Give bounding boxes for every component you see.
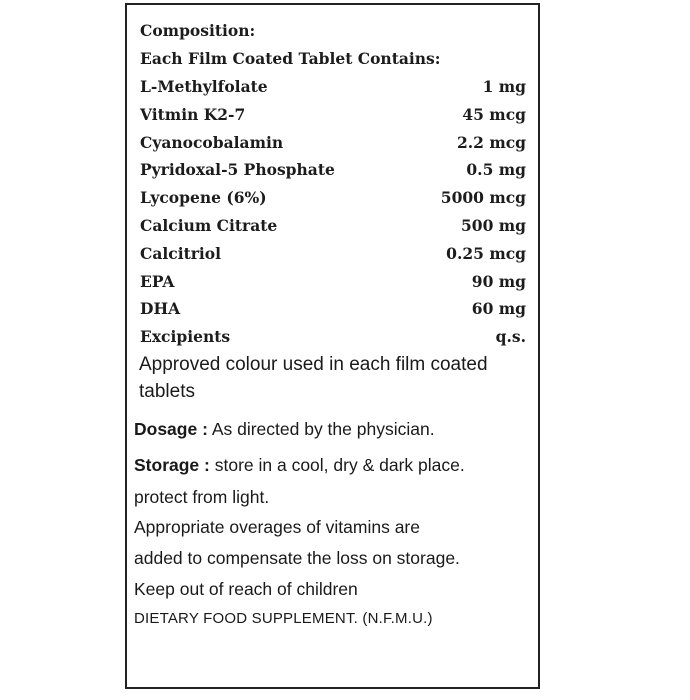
ingredient-name: Excipients: [140, 327, 231, 347]
label-panel: [125, 3, 540, 689]
dosage-text: As directed by the physician.: [211, 419, 435, 439]
ingredient-row: [140, 101, 526, 129]
ingredient-name: Calcitriol: [140, 243, 222, 263]
ingredient-name: Lycopene (6%): [140, 188, 267, 208]
storage-line: [134, 455, 465, 476]
ingredient-name: Cyanocobalamin: [140, 132, 284, 152]
overages-line-1: Appropriate overages of vitamins are: [134, 517, 420, 537]
ingredient-row: [140, 73, 526, 101]
ingredient-amount: 45 mcg: [462, 104, 526, 124]
ingredient-amount: 60 mg: [471, 299, 526, 319]
storage-continuation: protect from light.: [134, 487, 270, 507]
approved-colour-note: Approved colour used in each film coated tablets: [139, 354, 488, 402]
ingredient-row: [140, 156, 526, 184]
dosage-line: [134, 419, 435, 440]
ingredient-row: [140, 129, 526, 157]
ingredient-amount: 0.25 mcg: [446, 243, 526, 263]
ingredient-row: [140, 212, 526, 240]
composition-subtitle: Each Film Coated Tablet Contains:: [140, 49, 441, 68]
ingredient-name: EPA: [140, 271, 175, 291]
ingredient-name: Vitmin K2-7: [140, 104, 246, 124]
ingredient-amount: 500 mg: [461, 215, 526, 235]
ingredient-name: L-Methylfolate: [140, 77, 268, 96]
ingredient-amount: 5000 mcg: [440, 188, 526, 208]
ingredient-row: [140, 184, 526, 212]
dosage-label: Dosage :: [134, 419, 208, 439]
ingredient-row: [140, 323, 526, 351]
ingredient-amount: 90 mg: [471, 271, 526, 291]
ingredient-amount: q.s.: [495, 327, 526, 347]
ingredient-name: Calcium Citrate: [140, 215, 278, 235]
ingredient-row: [140, 268, 526, 296]
ingredient-name: Pyridoxal-5 Phosphate: [140, 160, 335, 180]
dietary-statement: DIETARY FOOD SUPPLEMENT. (N.F.M.U.): [134, 610, 433, 627]
ingredient-amount: 1 mg: [482, 77, 526, 96]
storage-label: Storage :: [134, 455, 210, 475]
overages-line-2: added to compensate the loss on storage.: [134, 548, 460, 568]
keep-out-warning: Keep out of reach of children: [134, 579, 358, 599]
composition-title: Composition:: [140, 21, 256, 40]
ingredient-amount: 0.5 mg: [466, 160, 526, 180]
ingredient-list: [140, 73, 526, 351]
ingredient-row: [140, 240, 526, 268]
storage-text: store in a cool, dry & dark place.: [214, 455, 465, 475]
ingredient-amount: 2.2 mcg: [456, 132, 526, 152]
ingredient-name: DHA: [140, 299, 181, 319]
ingredient-row: [140, 295, 526, 323]
